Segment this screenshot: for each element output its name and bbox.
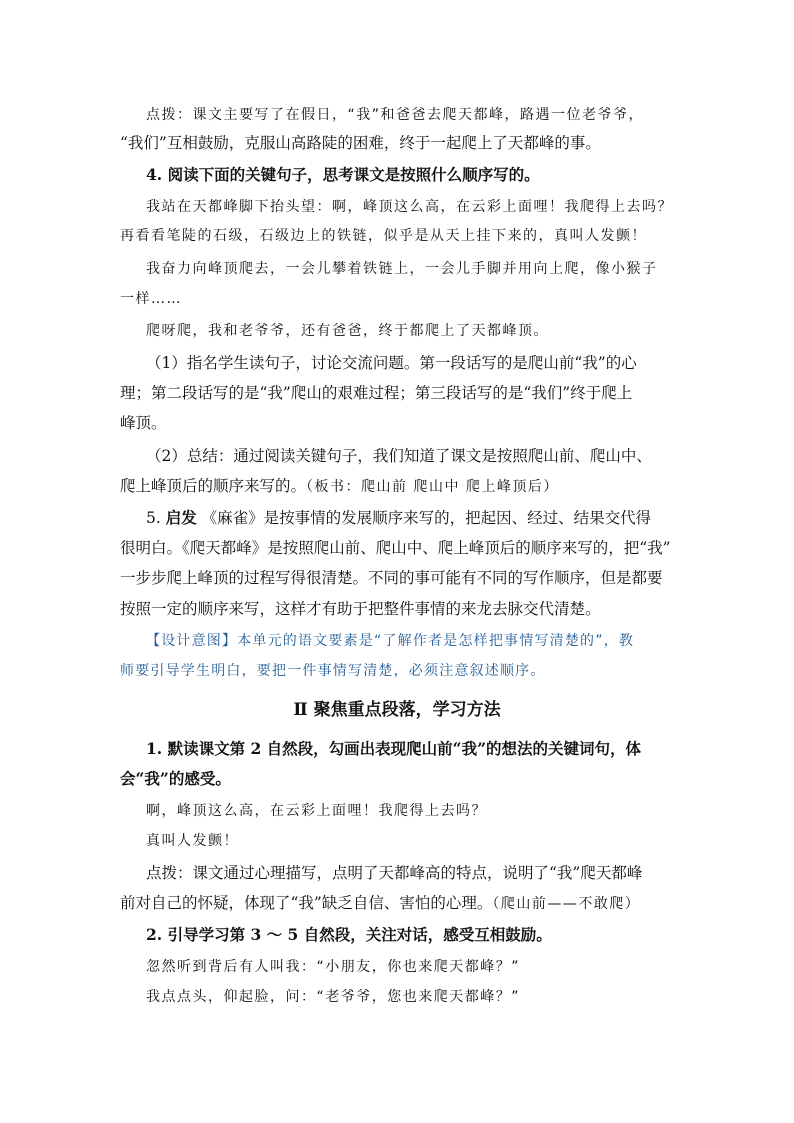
quote-3: 爬呀爬，我和老爷爷，还有爸爸，终于都爬上了天都峰顶。 — [146, 323, 549, 339]
paragraph-2-line-2 — [120, 475, 559, 498]
question-5-line-2: 很明白。《爬天都峰》是按照爬山前、爬山中、爬上峰顶后的顺序来写的，把“我” — [120, 539, 671, 557]
dianbo-2-text: 前对自己的怀疑，体现了“我”缺乏自信、害怕的心理。 — [120, 894, 493, 912]
dianbo-line-1: 点拨：课文主要写了在假日，“我”和爸爸去爬天都峰，路遇一位老爷爷， — [146, 107, 645, 123]
section-2-quote-1: 啊，峰顶这么高，在云彩上面哩！我爬得上去吗？ — [146, 803, 487, 819]
dianbo-2-note: （爬山前——不敢爬） — [492, 896, 641, 912]
question-5-label: 启发 — [165, 508, 197, 527]
section-2-quote-2: 真叫人发颤！ — [146, 833, 239, 849]
section-2-question-1-line-1: 1. 默读课文第 2 自然段，勾画出表现爬山前“我”的想法的关键词句，体 — [146, 739, 641, 758]
section-2-question-1-line-2: 会“我”的感受。 — [120, 769, 231, 788]
section-2-title: Ⅱ 聚焦重点段落，学习方法 — [293, 700, 501, 720]
design-intent-line-2: 师要引导学生明白，要把一件事情写清楚，必须注意叙述顺序。 — [120, 663, 546, 679]
question-5-number: 5. — [146, 509, 166, 527]
paragraph-1-line-2: 理；第二段话写的是“我”爬山的艰难过程；第三段话写的是“我们”终于爬上 — [120, 384, 633, 402]
section-2-quote-3: 忽然听到背后有人叫我：“小朋友，你也来爬天都峰？” — [146, 959, 521, 975]
banshu-note: （板书：爬山前 爬山中 爬上峰顶后） — [306, 479, 559, 495]
question-5-line-1 — [146, 507, 651, 529]
quote-1-line-2: 再看看笔陡的石级，石级边上的铁链，似乎是从天上挂下来的，真叫人发颤！ — [120, 228, 647, 244]
section-2-quote-4: 我点点头，仰起脸，问：“老爷爷，您也来爬天都峰？” — [146, 989, 521, 1005]
paragraph-1-line-3: 峰顶。 — [120, 414, 167, 432]
question-5-text: 《麻雀》是按事情的发展顺序来写的，把起因、经过、结果交代得 — [201, 509, 652, 527]
dianbo-2-line-1: 点拨：课文通过心理描写，点明了天都峰高的特点，说明了“我”爬天都峰 — [146, 864, 643, 882]
dianbo-2-line-2 — [120, 892, 640, 915]
quote-2-line-1: 我奋力向峰顶爬去，一会儿攀着铁链上，一会儿手脚并用向上爬，像小猴子 — [146, 261, 658, 277]
paragraph-2-line-1: （2）总结：通过阅读关键句子，我们知道了课文是按照爬山前、爬山中、 — [146, 447, 652, 465]
question-5-line-3: 一步步爬上峰顶的过程写得很清楚。不同的事可能有不同的写作顺序，但是都要 — [120, 569, 663, 587]
paragraph-1-line-1: （1）指名学生读句子，讨论交流问题。第一段话写的是爬山前“我”的心 — [146, 354, 637, 372]
design-intent-line-1: 【设计意图】本单元的语文要素是“了解作者是怎样把事情写清楚的”，教 — [146, 633, 635, 649]
question-5-line-4: 按照一定的顺序来写，这样才有助于把整件事情的来龙去脉交代清楚。 — [120, 600, 601, 618]
dianbo-line-2: “我们”互相鼓励，克服山高路陡的困难，终于一起爬上了天都峰的事。 — [120, 134, 601, 152]
question-4: 4. 阅读下面的关键句子，思考课文是按照什么顺序写的。 — [146, 165, 540, 184]
paragraph-2-text: 爬上峰顶后的顺序来写的。 — [120, 477, 307, 495]
section-2-question-2: 2. 引导学习第 3 ～ 5 自然段，关注对话，感受互相鼓励。 — [146, 925, 552, 944]
quote-2-line-2: 一样…… — [120, 291, 182, 307]
quote-1-line-1: 我站在天都峰脚下抬头望：啊，峰顶这么高，在云彩上面哩！我爬得上去吗？ — [146, 199, 673, 215]
